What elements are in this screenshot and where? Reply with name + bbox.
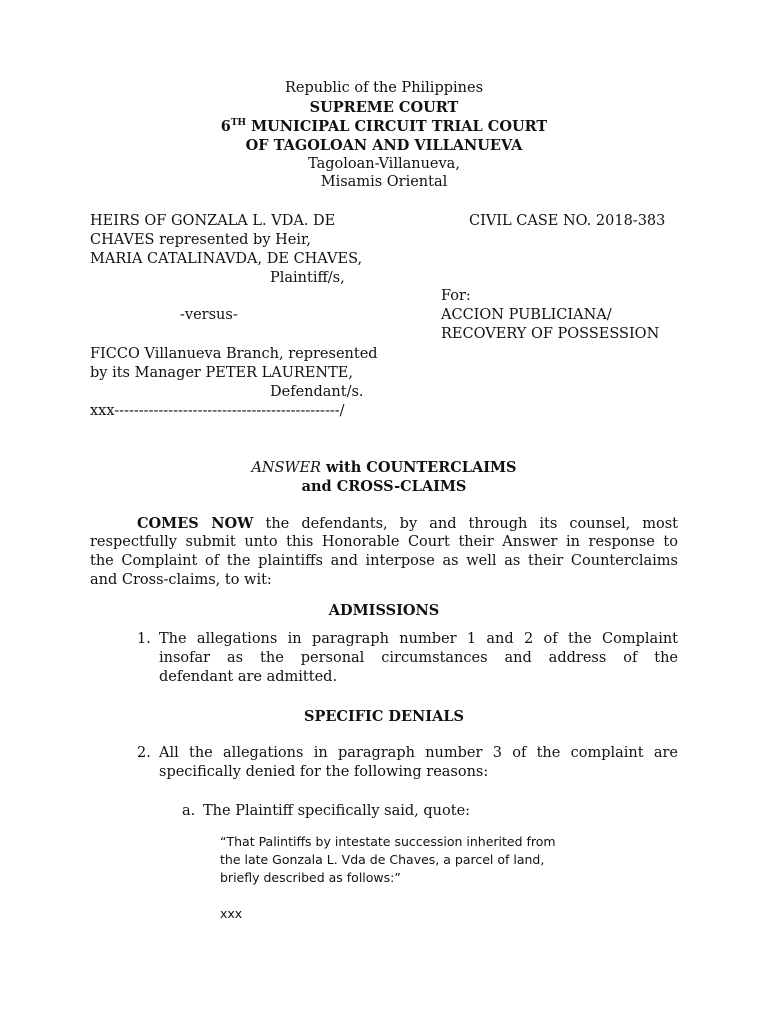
admissions-heading: ADMISSIONS (328, 602, 440, 619)
defendant-role: Defendant/s. (270, 384, 364, 400)
plaintiff-line-3: MARIA CATALINAVDA, DE CHAVES, (90, 251, 363, 267)
defendant-line-2: by its Manager PETER LAURENTE, (90, 365, 353, 381)
quote-line-3: briefly described as follows:” (220, 870, 401, 885)
caption-separator: xxx----------------------------------------------/ (90, 403, 345, 419)
sub-item-letter: a. (182, 803, 196, 819)
quote-line-2: the late Gonzala L. Vda de Chaves, a parcel of land, (220, 852, 545, 867)
for-label: For: (441, 288, 471, 304)
admission-line-1: The allegations in paragraph number 1 and 2 of the Complaint (159, 631, 678, 647)
intro-line-4: and Cross-claims, to wit: (90, 572, 272, 588)
denial-line-1: All the allegations in paragraph number 3 of the complaint are (159, 745, 678, 761)
court-name: MUNICIPAL CIRCUIT TRIAL COURT (246, 118, 548, 135)
plaintiff-line-1: HEIRS OF GONZALA L. VDA. DE (90, 213, 336, 229)
province-line: Misamis Oriental (320, 174, 448, 190)
trial-court-line (0, 117, 768, 136)
case-number: CIVIL CASE NO. 2018-383 (469, 213, 666, 229)
intro-line-3: the Complaint of the plaintiffs and interpose as well as their Counterclaims (90, 553, 678, 569)
court-ordinal-suffix: TH (230, 118, 247, 129)
intro-line-1 (137, 514, 678, 534)
republic-line: Republic of the Philippines (284, 80, 484, 96)
admission-line-2: insofar as the personal circumstances and address of the (159, 650, 678, 666)
court-location-line: OF TAGOLOAN AND VILLANUEVA (245, 137, 523, 154)
action-line-2: RECOVERY OF POSSESSION (441, 326, 660, 342)
versus-label: -versus- (180, 307, 238, 323)
intro-line-1-rest: the defendants, by and through its counsel, most (253, 516, 679, 532)
denials-heading: SPECIFIC DENIALS (304, 708, 464, 725)
title-line-1 (0, 458, 768, 478)
action-line-1: ACCION PUBLICIANA/ (441, 307, 612, 323)
quote-ellipsis: xxx (220, 906, 243, 921)
plaintiff-line-2: CHAVES represented by Heir, (90, 232, 311, 248)
court-number: 6 (220, 118, 231, 135)
denial-line-2: specifically denied for the following reasons: (159, 764, 489, 780)
sub-item-text: The Plaintiff specifically said, quote: (203, 803, 471, 819)
municipality-line: Tagoloan-Villanueva, (308, 156, 460, 172)
intro-line-2: respectfully submit unto this Honorable Court their Answer in response to (90, 534, 678, 550)
defendant-line-1: FICCO Villanueva Branch, represented (90, 346, 378, 362)
intro-lead: COMES NOW (137, 515, 254, 532)
title-counterclaims: with COUNTERCLAIMS (320, 459, 517, 476)
admission-item-number: 1. (137, 631, 151, 647)
supreme-court-line: SUPREME COURT (309, 99, 459, 116)
plaintiff-role: Plaintiff/s, (270, 270, 345, 286)
title-line-2: and CROSS-CLAIMS (301, 478, 467, 495)
denial-item-number: 2. (137, 745, 151, 761)
title-answer: ANSWER (251, 460, 321, 476)
quote-line-1: “That Palintiffs by intestate succession inherited from (220, 834, 556, 849)
admission-line-3: defendant are admitted. (159, 669, 338, 685)
